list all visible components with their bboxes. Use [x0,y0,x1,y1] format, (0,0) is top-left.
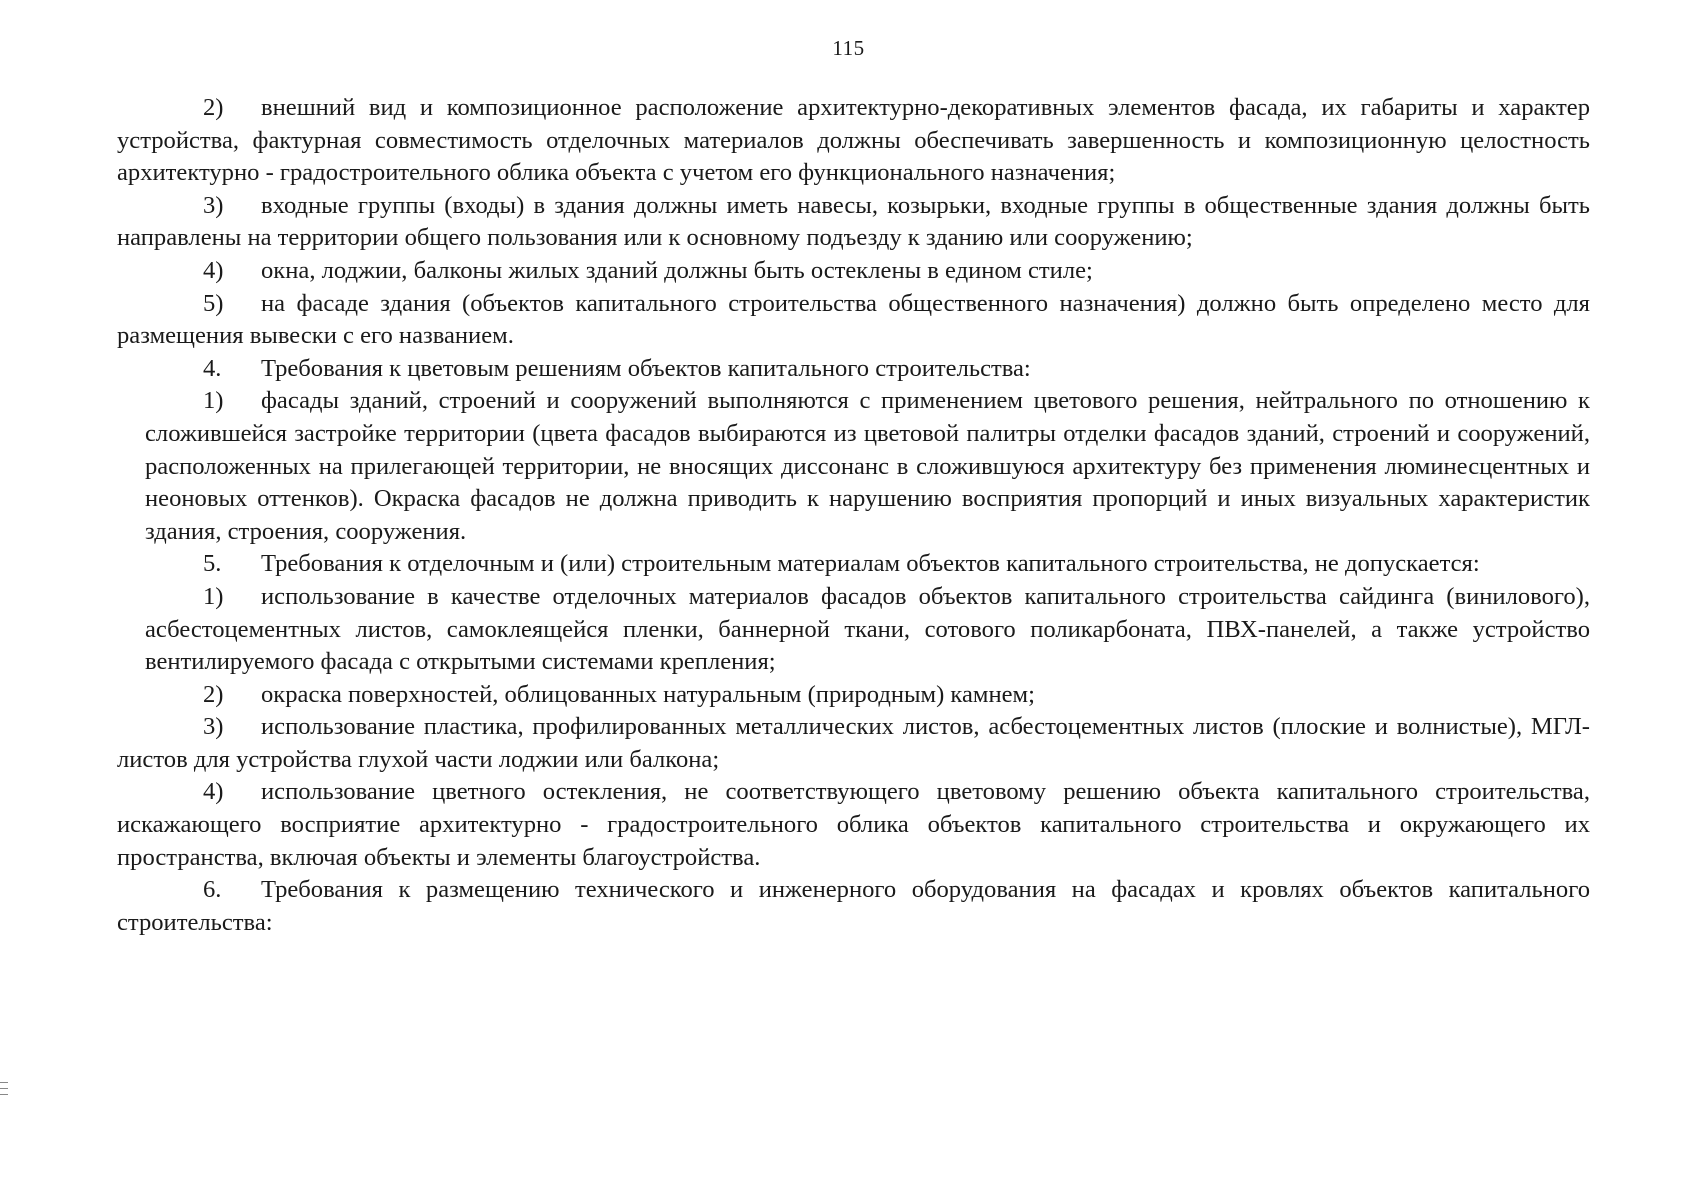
item-number: 4) [203,256,224,284]
paragraph-item-1-colors [117,385,1590,548]
paragraph-item-3-materials [117,711,1590,776]
paragraph-item-2-materials [117,679,1590,712]
scan-margin-mark [0,1082,8,1102]
paragraph-text: использование цветного остекления, не соответствующего цветовому решению объекта капитального строительства, искажающего восприятие архитектурно - градостроительного облика объектов капитального строительства и окружающего их пространства, включая объекты и элементы благоустройства. [117,778,1590,871]
paragraph-text: использование в качестве отделочных материалов фасадов объектов капитального строительства сайдинга (винилового), асбестоцементных листов, самоклеящейся пленки, баннерной ткани, сотового поликарбоната, ПВХ-панелей, а также устройство вентилируемого фасада с открытыми системами крепления; [145,582,1590,676]
item-number: 3) [203,191,224,219]
section-heading-text: Требования к цветовым решениям объектов капитального строительства: [261,354,1031,382]
paragraph-item-2 [117,92,1590,190]
section-heading-4 [117,353,1590,386]
paragraph-text: входные группы (входы) в здания должны иметь навесы, козырьки, входные группы в общественные здания должны быть направлены на территории общего пользования или к основному подъезду к зданию или сооружению; [117,191,1590,252]
paragraph-text: на фасаде здания (объектов капитального строительства общественного назначения) должно быть определено место для размещения вывески с его названием. [117,289,1590,350]
paragraph-text: окраска поверхностей, облицованных натуральным (природным) камнем; [261,680,1035,708]
item-number: 4) [203,778,224,806]
paragraph-item-4 [117,255,1590,288]
item-number: 2) [203,94,224,121]
paragraph-item-4-materials [117,776,1590,874]
paragraph-item-1-materials [117,581,1590,679]
page-number: 115 [832,36,865,60]
paragraph-text: фасады зданий, строений и сооружений выполняются с применением цветового решения, нейтрального по отношению к сложившейся застройке территории (цвета фасадов выбираются из цветовой палитры отделки фасадов зданий, строений и сооружений, расположенных на прилегающей территории, не вносящих диссонанс в сложившуюся архитектуру без применения люминесцентных и неоновых оттенков). Окраска фасадов не должна приводить к нарушению восприятия пропорций и иных визуальных характеристик здания, строения, сооружения. [145,387,1590,545]
section-number: 4. [203,354,222,382]
section-heading-5 [117,548,1590,581]
item-number: 3) [203,713,224,741]
section-heading-6 [117,874,1590,939]
paragraph-item-5 [117,288,1590,353]
document-body [117,92,1590,939]
section-number: 6. [203,876,222,904]
paragraph-text: использование пластика, профилированных металлических листов, асбестоцементных листов (плоские и волнистые), МГЛ-листов для устройства глухой части лоджии или балкона; [117,713,1590,773]
item-number: 2) [203,680,224,708]
item-number: 5) [203,289,224,317]
section-heading-text: Требования к отделочным и (или) строительным материалам объектов капитального строительства, не допускается: [261,550,1480,578]
item-number: 1) [203,387,224,415]
paragraph-text: внешний вид и композиционное расположение архитектурно-декоративных элементов фасада, их габариты и характер устройства, фактурная совместимость отделочных материалов должны обеспечивать завершенность и композиционную целостность архитектурно - градостроительного облика объекта с учетом его функционального назначения; [117,94,1590,187]
paragraph-item-3 [117,190,1590,255]
paragraph-text: окна, лоджии, балконы жилых зданий должны быть остеклены в едином стиле; [261,256,1093,284]
item-number: 1) [203,582,224,610]
section-number: 5. [203,550,222,578]
section-heading-text: Требования к размещению технического и инженерного оборудования на фасадах и кровлях объектов капитального строительства: [117,876,1590,936]
